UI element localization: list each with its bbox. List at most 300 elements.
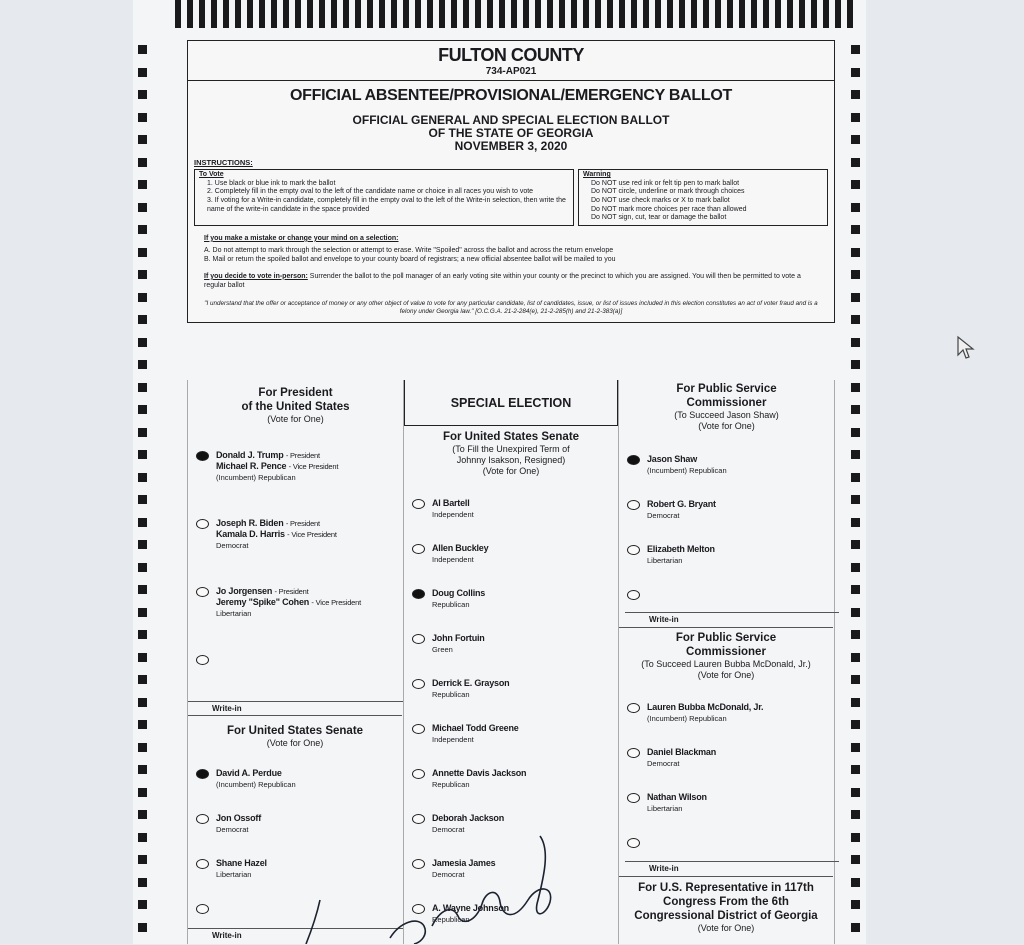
timing-mark <box>667 0 673 28</box>
timing-mark <box>851 698 860 707</box>
timing-mark <box>138 518 147 527</box>
timing-mark <box>775 0 781 28</box>
empty-oval[interactable] <box>412 499 425 509</box>
timing-mark <box>138 135 147 144</box>
timing-mark <box>851 338 860 347</box>
timing-mark <box>138 45 147 54</box>
timing-mark <box>851 630 860 639</box>
divider <box>188 715 402 716</box>
timing-mark <box>138 608 147 617</box>
timing-mark <box>138 833 147 842</box>
race-president-header <box>188 386 403 425</box>
empty-oval[interactable] <box>412 769 425 779</box>
timing-mark <box>607 0 613 28</box>
candidate-party: Democrat <box>432 870 465 879</box>
timing-mark <box>851 855 860 864</box>
timing-mark <box>851 270 860 279</box>
mistake-heading: If you make a mistake or change your mind on a selection: <box>204 234 399 242</box>
timing-mark <box>235 0 241 28</box>
timing-mark <box>138 338 147 347</box>
in-person-heading: If you decide to vote in-person: <box>204 272 308 280</box>
race-senate-header <box>188 724 402 749</box>
candidate-role: - President <box>274 587 309 596</box>
timing-mark <box>547 0 553 28</box>
candidate-name-text: Donald J. Trump <box>216 450 284 460</box>
candidate-party: Democrat <box>647 511 680 520</box>
timing-mark <box>851 495 860 504</box>
candidate-name: Doug Collins <box>432 588 486 598</box>
timing-mark <box>851 383 860 392</box>
timing-mark <box>851 923 860 932</box>
candidate-name: Michael Todd Greene <box>432 723 519 733</box>
candidate-party: Libertarian <box>216 870 252 879</box>
timing-mark <box>511 0 517 28</box>
vote-for-one: (Vote for One) <box>697 670 755 680</box>
oath-statement: "I understand that the offer or acceptance of money or any other object of value to vote for any particular candidate, list of candidates, issue, or list of issues included in this election constitutes an act of voter fraud and is a felony under Georgia law." [O.C.G.A. 21-2-284(e), 21-2-285(h) and 21-2-383(a)] <box>204 299 818 315</box>
race-psc1-header <box>619 382 834 432</box>
handwritten-signature <box>300 830 600 944</box>
election-title <box>188 114 834 153</box>
timing-mark <box>138 923 147 932</box>
timing-mark <box>571 0 577 28</box>
election-title-line: OF THE STATE OF GEORGIA <box>428 126 594 140</box>
timing-mark <box>851 45 860 54</box>
timing-mark <box>851 203 860 212</box>
candidate-option[interactable] <box>200 450 338 483</box>
timing-mark <box>851 135 860 144</box>
candidate-party: Independent <box>432 555 474 564</box>
race-title: Congressional District of Georgia <box>634 910 818 922</box>
timing-mark <box>851 248 860 257</box>
empty-oval[interactable] <box>196 519 209 529</box>
timing-mark <box>763 0 769 28</box>
race-title: Commissioner <box>686 397 767 409</box>
timing-mark <box>138 675 147 684</box>
timing-mark <box>851 90 860 99</box>
timing-mark <box>138 270 147 279</box>
right-timing-marks <box>851 45 861 945</box>
ballot-code: 734-AP021 <box>485 66 537 77</box>
timing-mark <box>331 0 337 28</box>
candidate-name <box>216 450 338 461</box>
timing-mark <box>175 0 181 28</box>
candidate-party: Libertarian <box>647 556 683 565</box>
timing-mark <box>655 0 661 28</box>
candidate-role: - Vice President <box>287 530 337 539</box>
to-vote-box <box>194 169 574 226</box>
race-special-senate-header <box>404 430 618 477</box>
timing-mark <box>138 810 147 819</box>
county-block <box>188 41 834 81</box>
timing-mark <box>691 0 697 28</box>
timing-mark <box>138 158 147 167</box>
candidate-name: Derrick E. Grayson <box>432 678 510 688</box>
empty-oval[interactable] <box>627 703 640 713</box>
empty-oval[interactable] <box>412 544 425 554</box>
empty-oval[interactable] <box>627 793 640 803</box>
timing-mark <box>138 855 147 864</box>
candidate-option[interactable] <box>416 543 488 565</box>
candidate-role: - President <box>285 519 320 528</box>
race-title: Congress From the 6th <box>663 896 789 908</box>
warning-item: Do NOT sign, cut, tear or damage the ballot <box>591 214 727 222</box>
timing-mark <box>403 0 409 28</box>
timing-mark <box>138 585 147 594</box>
warning-item: Do NOT use check marks or X to mark ballot <box>591 197 730 205</box>
candidate-party: Democrat <box>216 825 249 834</box>
timing-mark <box>319 0 325 28</box>
vote-for-one: (Vote for One) <box>698 421 755 431</box>
timing-mark <box>475 0 481 28</box>
race-title: For United States Senate <box>226 725 364 737</box>
empty-oval[interactable] <box>627 590 640 600</box>
mouse-cursor-icon <box>956 335 976 361</box>
timing-mark <box>138 383 147 392</box>
timing-mark <box>851 315 860 324</box>
timing-mark <box>583 0 589 28</box>
timing-mark <box>619 0 625 28</box>
timing-mark <box>851 743 860 752</box>
timing-mark <box>851 878 860 887</box>
divider <box>619 876 833 877</box>
candidate-party: Democrat <box>647 759 680 768</box>
timing-mark <box>631 0 637 28</box>
candidate-name: Robert G. Bryant <box>647 499 716 509</box>
candidate-name: David A. Perdue <box>216 768 282 778</box>
timing-mark <box>739 0 745 28</box>
candidate-party: (Incumbent) Republican <box>216 473 296 482</box>
timing-mark <box>439 0 445 28</box>
timing-mark <box>851 900 860 909</box>
race-title: For U.S. Representative in 117th <box>638 882 814 894</box>
write-in-senate[interactable]: Write-in <box>188 928 403 940</box>
race-title: For Public Service <box>675 632 777 644</box>
candidate-option[interactable] <box>200 768 296 790</box>
timing-mark <box>851 765 860 774</box>
timing-mark <box>487 0 493 28</box>
timing-mark <box>851 788 860 797</box>
timing-mark <box>595 0 601 28</box>
timing-mark <box>138 203 147 212</box>
vote-for-one: (Vote for One) <box>697 923 755 933</box>
timing-mark <box>851 720 860 729</box>
warning-heading: Warning <box>583 171 611 179</box>
candidate-party: Republican <box>432 780 470 789</box>
timing-mark <box>523 0 529 28</box>
timing-mark <box>138 720 147 729</box>
candidate-name: Jason Shaw <box>647 454 698 464</box>
race-subtitle: (To Succeed Jason Shaw) <box>674 410 779 420</box>
candidate-name: Annette Davis Jackson <box>432 768 527 778</box>
timing-mark <box>847 0 853 28</box>
to-vote-step: 1. Use black or blue ink to mark the ballot <box>207 179 336 187</box>
candidate-option[interactable] <box>416 498 474 520</box>
candidate-option[interactable] <box>631 792 707 814</box>
race-psc2-header <box>619 631 833 681</box>
column-right <box>618 380 835 944</box>
candidate-party: Republican <box>432 600 470 609</box>
timing-mark <box>851 810 860 819</box>
race-title: of the United States <box>241 401 350 413</box>
candidate-option[interactable] <box>200 858 267 880</box>
empty-oval[interactable] <box>412 724 425 734</box>
candidate-name: Elizabeth Melton <box>647 544 715 554</box>
vote-for-one: (Vote for One) <box>267 414 324 424</box>
candidate-option[interactable] <box>631 544 715 566</box>
timing-mark <box>451 0 457 28</box>
timing-mark <box>559 0 565 28</box>
timing-mark <box>415 0 421 28</box>
to-vote-step: 2. Completely fill in the empty oval to the left of the candidate name or choice in all races you wish to vote <box>207 188 534 196</box>
timing-mark <box>138 563 147 572</box>
timing-mark <box>343 0 349 28</box>
candidate-name-text: Jeremy "Spike" Cohen <box>216 597 310 607</box>
candidate-option[interactable] <box>416 588 485 610</box>
timing-mark <box>138 473 147 482</box>
timing-mark <box>138 653 147 662</box>
timing-mark <box>138 450 147 459</box>
candidate-name: John Fortuin <box>432 633 485 643</box>
candidate-name: Al Bartell <box>432 498 470 508</box>
empty-oval[interactable] <box>196 655 209 665</box>
write-in-president[interactable]: Write-in <box>188 701 403 713</box>
warning-item: Do NOT mark more choices per race than allowed <box>591 205 747 213</box>
timing-mark <box>851 540 860 549</box>
candidate-name-text: Kamala D. Harris <box>216 529 285 539</box>
timing-mark <box>199 0 205 28</box>
timing-mark <box>138 540 147 549</box>
timing-mark <box>851 608 860 617</box>
top-timing-marks <box>175 0 865 28</box>
candidate-name-text: Joseph R. Biden <box>216 518 284 528</box>
empty-oval[interactable] <box>196 904 209 914</box>
vote-for-one: (Vote for One) <box>266 738 324 748</box>
timing-mark <box>138 293 147 302</box>
timing-mark <box>138 68 147 77</box>
running-mate <box>216 529 337 540</box>
election-title-line: OFFICIAL GENERAL AND SPECIAL ELECTION BALLOT <box>352 113 670 127</box>
timing-mark <box>295 0 301 28</box>
candidate-party: Republican <box>432 915 470 924</box>
mistake-step: A. Do not attempt to mark through the selection or attempt to erase. Write "Spoiled" across the ballot and across the return envelope <box>204 246 614 254</box>
timing-mark <box>463 0 469 28</box>
left-timing-marks <box>138 45 148 945</box>
timing-mark <box>851 653 860 662</box>
empty-oval[interactable] <box>627 748 640 758</box>
candidate-name: Jon Ossoff <box>216 813 262 823</box>
write-in-psc1[interactable]: Write-in <box>625 612 839 624</box>
candidate-role: - Vice President <box>288 462 339 471</box>
race-title: For President <box>258 387 333 399</box>
timing-mark <box>138 180 147 189</box>
empty-oval[interactable] <box>627 500 640 510</box>
timing-mark <box>851 68 860 77</box>
timing-mark <box>138 878 147 887</box>
timing-mark <box>727 0 733 28</box>
timing-mark <box>851 405 860 414</box>
race-title: Commissioner <box>686 646 766 658</box>
timing-mark <box>851 428 860 437</box>
candidate-option[interactable] <box>200 586 361 619</box>
ballot-title: OFFICIAL ABSENTEE/PROVISIONAL/EMERGENCY BALLOT <box>290 87 732 104</box>
timing-mark <box>835 0 841 28</box>
warning-item: Do NOT circle, underline or mark through choices <box>591 188 745 196</box>
timing-mark <box>811 0 817 28</box>
timing-mark <box>851 225 860 234</box>
timing-mark <box>715 0 721 28</box>
candidate-name: Lauren Bubba McDonald, Jr. <box>647 702 764 712</box>
warning-item: Do NOT use red ink or felt tip pen to mark ballot <box>591 179 740 187</box>
timing-mark <box>138 428 147 437</box>
divider <box>619 627 833 628</box>
timing-mark <box>138 248 147 257</box>
timing-mark <box>851 158 860 167</box>
candidate-option[interactable] <box>200 813 261 835</box>
race-subtitle: (To Fill the Unexpired Term of <box>452 444 570 454</box>
empty-oval[interactable] <box>412 634 425 644</box>
race-title: For United States Senate <box>442 431 580 443</box>
candidate-name <box>216 518 337 529</box>
timing-mark <box>138 315 147 324</box>
timing-mark <box>138 630 147 639</box>
empty-oval[interactable] <box>196 814 209 824</box>
timing-mark <box>247 0 253 28</box>
empty-oval[interactable] <box>412 814 425 824</box>
empty-oval[interactable] <box>196 859 209 869</box>
timing-mark <box>679 0 685 28</box>
candidate-name <box>216 586 361 597</box>
candidate-option[interactable] <box>416 723 519 745</box>
filled-oval[interactable] <box>196 769 209 779</box>
in-person-text: Surrender the ballot to the poll manager of an early voting site within your county or the precinct to which you are assigned. You will then be permitted to vote a regular ballot <box>204 272 801 289</box>
candidate-name: Daniel Blackman <box>647 747 717 757</box>
instructions-label: INSTRUCTIONS: <box>194 158 253 167</box>
county-name: FULTON COUNTY <box>438 45 584 65</box>
candidate-party: Independent <box>432 510 474 519</box>
empty-oval[interactable] <box>196 587 209 597</box>
timing-mark <box>138 743 147 752</box>
special-election-banner: SPECIAL ELECTION <box>404 380 618 426</box>
candidate-party: Libertarian <box>216 609 252 618</box>
candidate-option[interactable] <box>416 768 526 790</box>
candidate-name-text: Michael R. Pence <box>216 461 287 471</box>
timing-mark <box>187 0 193 28</box>
candidate-party: Libertarian <box>647 804 683 813</box>
candidate-party: Democrat <box>432 825 465 834</box>
mistake-step: B. Mail or return the spoiled ballot and envelope to your county board of registrars; a new official absentee ballot will be mailed to you <box>204 255 616 263</box>
candidate-option[interactable] <box>631 454 727 476</box>
timing-mark <box>851 563 860 572</box>
ballot-header <box>187 40 835 323</box>
candidate-role: - President <box>285 451 320 460</box>
race-rep-header <box>619 881 833 934</box>
timing-mark <box>851 293 860 302</box>
timing-mark <box>138 765 147 774</box>
timing-mark <box>138 90 147 99</box>
candidate-option[interactable] <box>631 499 716 521</box>
filled-oval[interactable] <box>196 451 209 461</box>
candidate-party: (Incumbent) Republican <box>647 466 727 475</box>
timing-mark <box>379 0 385 28</box>
timing-mark <box>307 0 313 28</box>
candidate-option[interactable] <box>631 702 763 724</box>
timing-mark <box>367 0 373 28</box>
filled-oval[interactable] <box>412 589 425 599</box>
timing-mark <box>703 0 709 28</box>
candidate-option[interactable] <box>416 633 485 655</box>
filled-oval[interactable] <box>627 455 640 465</box>
vote-for-one: (Vote for One) <box>482 466 540 476</box>
timing-mark <box>259 0 265 28</box>
write-in-psc2[interactable]: Write-in <box>625 861 839 873</box>
timing-mark <box>851 180 860 189</box>
timing-mark <box>138 900 147 909</box>
timing-mark <box>138 360 147 369</box>
candidate-option[interactable] <box>416 678 509 700</box>
timing-mark <box>427 0 433 28</box>
candidate-option[interactable] <box>631 747 716 769</box>
race-subtitle: (To Succeed Lauren Bubba McDonald, Jr.) <box>641 659 811 669</box>
candidate-party: (Incumbent) Republican <box>216 780 296 789</box>
candidate-name: Allen Buckley <box>432 543 489 553</box>
timing-mark <box>138 495 147 504</box>
to-vote-step: 3. If voting for a Write-in candidate, completely fill in the empty oval to the left of the Write-in selection, then write the name of the write-in candidate in the space provided <box>207 197 566 213</box>
empty-oval[interactable] <box>627 545 640 555</box>
to-vote-heading: To Vote <box>199 171 224 179</box>
timing-mark <box>851 450 860 459</box>
timing-mark <box>138 225 147 234</box>
timing-mark <box>851 113 860 122</box>
timing-mark <box>138 788 147 797</box>
warning-box <box>578 169 828 226</box>
running-mate <box>216 461 338 472</box>
candidate-role: - Vice President <box>311 598 361 607</box>
race-subtitle: Johnny Isakson, Resigned) <box>456 455 566 465</box>
timing-mark <box>535 0 541 28</box>
candidate-name: Jamesia James <box>432 858 496 868</box>
timing-mark <box>283 0 289 28</box>
candidate-party: Democrat <box>216 541 249 550</box>
timing-mark <box>355 0 361 28</box>
timing-mark <box>138 698 147 707</box>
timing-mark <box>211 0 217 28</box>
timing-mark <box>391 0 397 28</box>
candidate-name: A. Wayne Johnson <box>432 903 509 913</box>
timing-mark <box>271 0 277 28</box>
timing-mark <box>138 405 147 414</box>
candidate-option[interactable] <box>200 518 337 551</box>
timing-mark <box>851 675 860 684</box>
candidate-party: (Incumbent) Republican <box>647 714 727 723</box>
timing-mark <box>787 0 793 28</box>
empty-oval[interactable] <box>627 838 640 848</box>
empty-oval[interactable] <box>412 679 425 689</box>
candidate-party: Green <box>432 645 453 654</box>
timing-mark <box>851 833 860 842</box>
timing-mark <box>643 0 649 28</box>
running-mate <box>216 597 361 608</box>
timing-mark <box>138 113 147 122</box>
candidate-name: Shane Hazel <box>216 858 267 868</box>
timing-mark <box>851 473 860 482</box>
timing-mark <box>499 0 505 28</box>
timing-mark <box>823 0 829 28</box>
timing-mark <box>851 518 860 527</box>
mistake-section <box>204 234 818 290</box>
candidate-name: Deborah Jackson <box>432 813 505 823</box>
race-title: For Public Service <box>676 383 777 395</box>
candidate-name-text: Jo Jorgensen <box>216 586 273 596</box>
